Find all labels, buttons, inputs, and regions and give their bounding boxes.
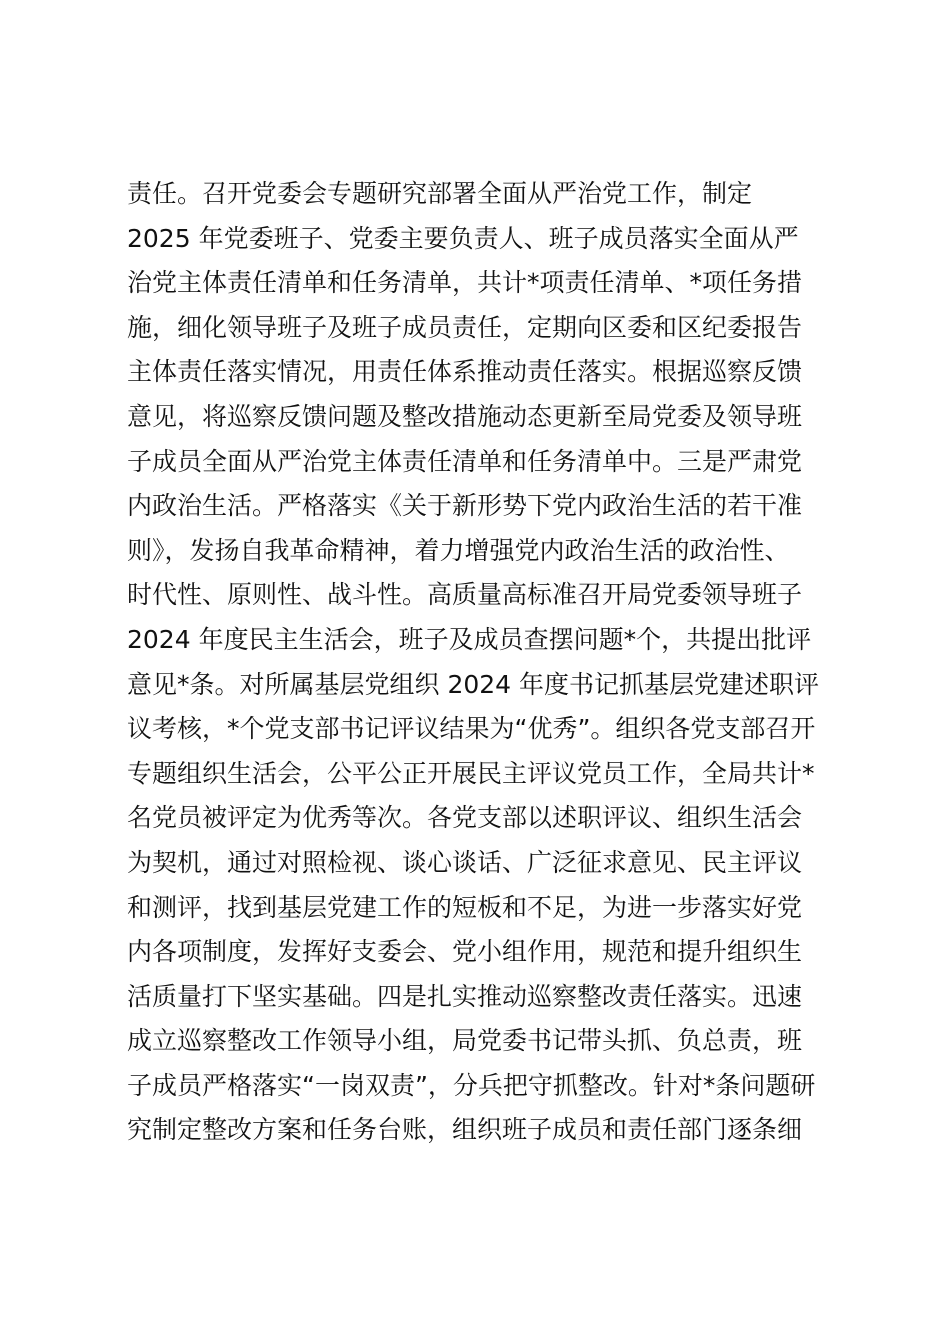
text-line: 2025 年党委班子、党委主要负责人、班子成员落实全面从严 xyxy=(127,223,799,253)
text-line: 和测评，找到基层党建工作的短板和不足，为进一步落实好党 xyxy=(127,892,803,922)
text-line: 成立巡察整改工作领导小组，局党委书记带头抓、负总责，班 xyxy=(127,1026,803,1056)
text-line: 意见*条。对所属基层党组织 2024 年度书记抓基层党建述职评 xyxy=(127,669,820,699)
text-line: 主体责任落实情况，用责任体系推动责任落实。根据巡察反馈 xyxy=(127,357,803,387)
text-line: 议考核，*个党支部书记评议结果为“优秀”。组织各党支部召开 xyxy=(127,714,816,744)
text-line: 内各项制度，发挥好支委会、党小组作用，规范和提升组织生 xyxy=(127,937,803,967)
text-line: 为契机，通过对照检视、谈心谈话、广泛征求意见、民主评议 xyxy=(127,847,803,877)
text-line: 治党主体责任清单和任务清单，共计*项责任清单、*项任务措 xyxy=(127,268,803,298)
text-line: 时代性、原则性、战斗性。高质量高标准召开局党委领导班子 xyxy=(127,580,803,610)
text-line: 子成员全面从严治党主体责任清单和任务清单中。三是严肃党 xyxy=(127,446,803,476)
text-line: 活质量打下坚实基础。四是扎实推动巡察整改责任落实。迅速 xyxy=(127,981,803,1011)
text-line: 责任。召开党委会专题研究部署全面从严治党工作，制定 xyxy=(127,179,753,208)
text-line: 施，细化领导班子及班子成员责任，定期向区委和区纪委报告 xyxy=(127,312,803,342)
text-line: 则》，发扬自我革命精神，着力增强党内政治生活的政治性、 xyxy=(127,535,790,565)
body-paragraph xyxy=(127,172,847,1153)
text-line: 内政治生活。严格落实《关于新形势下党内政治生活的若干准 xyxy=(127,491,803,521)
text-line: 名党员被评定为优秀等次。各党支部以述职评议、组织生活会 xyxy=(127,803,803,833)
text-line: 意见，将巡察反馈问题及整改措施动态更新至局党委及领导班 xyxy=(127,401,803,431)
text-line: 专题组织生活会，公平公正开展民主评议党员工作，全局共计* xyxy=(127,758,815,788)
text-line: 2024 年度民主生活会，班子及成员查摆问题*个，共提出批评 xyxy=(127,624,812,654)
text-line: 子成员严格落实“一岗双责”，分兵把守抓整改。针对*条问题研 xyxy=(127,1070,816,1100)
text-line: 究制定整改方案和任务台账，组织班子成员和责任部门逐条细 xyxy=(127,1115,803,1145)
